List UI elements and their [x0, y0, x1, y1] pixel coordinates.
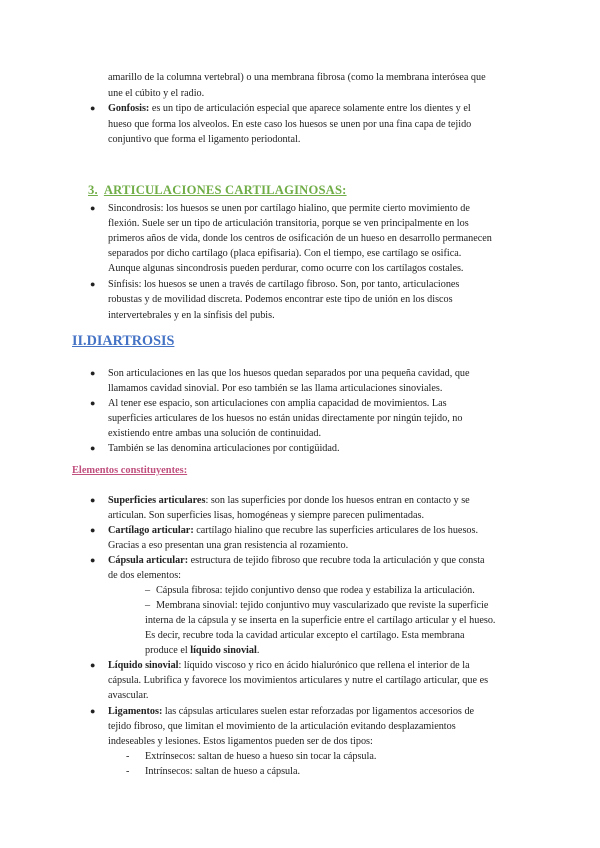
bullet-icon: ● [90, 368, 96, 378]
dash-marker: - [126, 751, 130, 762]
liquido-line: cápsula. Lubrifica y favorece los movimientos articulares y nutre el cartílago articular, que es [108, 675, 489, 686]
capsula-line [108, 553, 485, 568]
gonfosis-line: conjuntivo que forma el ligamento periodontal. [108, 134, 301, 145]
sincondrosis-line: Sincondrosis: los huesos se unen por cartílago hialino, que permite cierto movimiento de [108, 203, 470, 214]
intro-line: une el cúbito y el radio. [108, 88, 205, 99]
sinfisis-line: robustas y de movilidad discreta. Podemos encontrar este tipo de unión en los discos [108, 294, 453, 305]
capsula-sub-line: interna de la cápsula y se inserta en la superficie entre el cartílago articular y el hueso. [145, 615, 496, 626]
section-title: ARTICULACIONES CARTILAGINOSAS: [103, 183, 347, 197]
bullet-icon: ● [90, 103, 96, 113]
sincondrosis-line: flexión. Suele ser un tipo de articulación transitoria, porque se ven principalmente en los [108, 218, 469, 229]
dash-marker: - [126, 766, 130, 777]
diartrosis-line: También se las denomina articulaciones por contigüidad. [108, 443, 340, 454]
ligamentos-term: Ligamentos: [108, 706, 163, 717]
capsula-sub-line [145, 643, 259, 658]
bullet-icon: ● [90, 555, 96, 565]
bullet-icon: ● [90, 279, 96, 289]
cartilago-text: cartílago hialino que recubre las superficies articulares de los huesos. [193, 525, 479, 536]
cartilago-term: Cartílago articular: [108, 525, 194, 536]
ligamentos-line: tejido fibroso, que limitan el movimiento de la articulación evitando desplazamientos [108, 721, 456, 732]
section-number: 3. [88, 183, 98, 197]
capsula-term: Cápsula articular: [108, 555, 189, 566]
bullet-icon: ● [90, 706, 96, 716]
sincondrosis-line: Aunque algunas sincondrosis pueden perdurar, como ocurre con los cartílagos costales. [108, 263, 464, 274]
cartilago-line [108, 523, 478, 538]
capsula-line: de dos elementos: [108, 570, 181, 581]
sinfisis-line: intervertebrales y en la sínfisis del pubis. [108, 310, 275, 321]
cartilago-line: Gracias a eso presentan una gran resistencia al rozamiento. [108, 540, 349, 551]
ligamentos-line [108, 704, 474, 719]
diartrosis-line: existiendo entre ambas una solución de continuidad. [108, 428, 322, 439]
bullet-icon: ● [90, 525, 96, 535]
diartrosis-line: Son articulaciones en las que los huesos quedan separados por una pequeña cavidad, que [108, 368, 470, 379]
intro-line: amarillo de la columna vertebral) o una membrana fibrosa (como la membrana interósea que [108, 72, 486, 83]
bullet-icon: ● [90, 203, 96, 213]
gonfosis-text: es un tipo de articulación especial que aparece solamente entre los dientes y el [149, 103, 471, 114]
superficies-line: articulan. Son superficies lisas, homogéneas y siempre parecen pulimentadas. [108, 510, 424, 521]
ligamentos-sub-line: Intrínsecos: saltan de hueso a cápsula. [145, 766, 301, 777]
subsection-heading: Elementos constituyentes: [72, 465, 188, 476]
liquido-term: Líquido sinovial [108, 660, 179, 671]
ligamentos-text: las cápsulas articulares suelen estar reforzadas por ligamentos accesorios de [162, 706, 475, 717]
ligamentos-line: indeseables y lesiones. Estos ligamentos pueden ser de dos tipos: [108, 736, 373, 747]
capsula-text: estructura de tejido fibroso que recubre toda la articulación y que consta [188, 555, 485, 566]
capsula-sub-line: Cápsula fibrosa: tejido conjuntivo denso que rodea y estabiliza la articulación. [156, 585, 475, 596]
gonfosis-line [108, 101, 471, 116]
bullet-icon: ● [90, 443, 96, 453]
chapter-heading: II.DIARTROSIS [72, 333, 175, 349]
bullet-icon: ● [90, 495, 96, 505]
dash-marker: – [145, 585, 151, 596]
superficies-line [108, 493, 470, 508]
superficies-term: Superficies articulares [108, 495, 206, 506]
sincondrosis-line: primeros años de vida, donde los centros de osificación de un hueso en desarrollo permanecen [108, 233, 492, 244]
sinfisis-line: Sínfisis: los huesos se unen a través de cartílago fibroso. Son, por tanto, articulaciones [108, 279, 460, 290]
capsula-sub-text: . [256, 645, 260, 656]
dash-marker: – [145, 600, 151, 611]
gonfosis-line: hueso que forma los alveolos. En este caso los huesos se unen por una fina capa de tejido [108, 119, 472, 130]
liquido-line [108, 658, 470, 673]
diartrosis-line: llamamos cavidad sinovial. Por eso también se las llama articulaciones sinoviales. [108, 383, 443, 394]
capsula-sub-text: produce el [145, 645, 191, 656]
capsula-sub-line: Membrana sinovial: tejido conjuntivo muy vascularizado que reviste la superficie [156, 600, 489, 611]
liquido-sinovial-term: líquido sinovial [190, 645, 257, 656]
bullet-icon: ● [90, 398, 96, 408]
gonfosis-term: Gonfosis: [108, 103, 150, 114]
liquido-line: avascular. [108, 690, 149, 701]
liquido-text: : líquido viscoso y rico en ácido hialurónico que rellena el interior de la [178, 660, 470, 671]
bullet-icon: ● [90, 660, 96, 670]
sincondrosis-line: separados por dicho cartílago (placa epifisaria). Con el tiempo, ese cartílago se osifica. [108, 248, 462, 259]
ligamentos-sub-line: Extrínsecos: saltan de hueso a hueso sin tocar la cápsula. [145, 751, 377, 762]
superficies-text: : son las superficies por donde los huesos entran en contacto y se [205, 495, 470, 506]
section-heading [88, 183, 347, 198]
diartrosis-line: Al tener ese espacio, son articulaciones con amplia capacidad de movimientos. Las [108, 398, 447, 409]
capsula-sub-line: Es decir, recubre toda la cavidad articular excepto el cartílago. Esta membrana [145, 630, 465, 641]
diartrosis-line: superficies articulares de los huesos no están unidas directamente por ningún tejido, no [108, 413, 463, 424]
